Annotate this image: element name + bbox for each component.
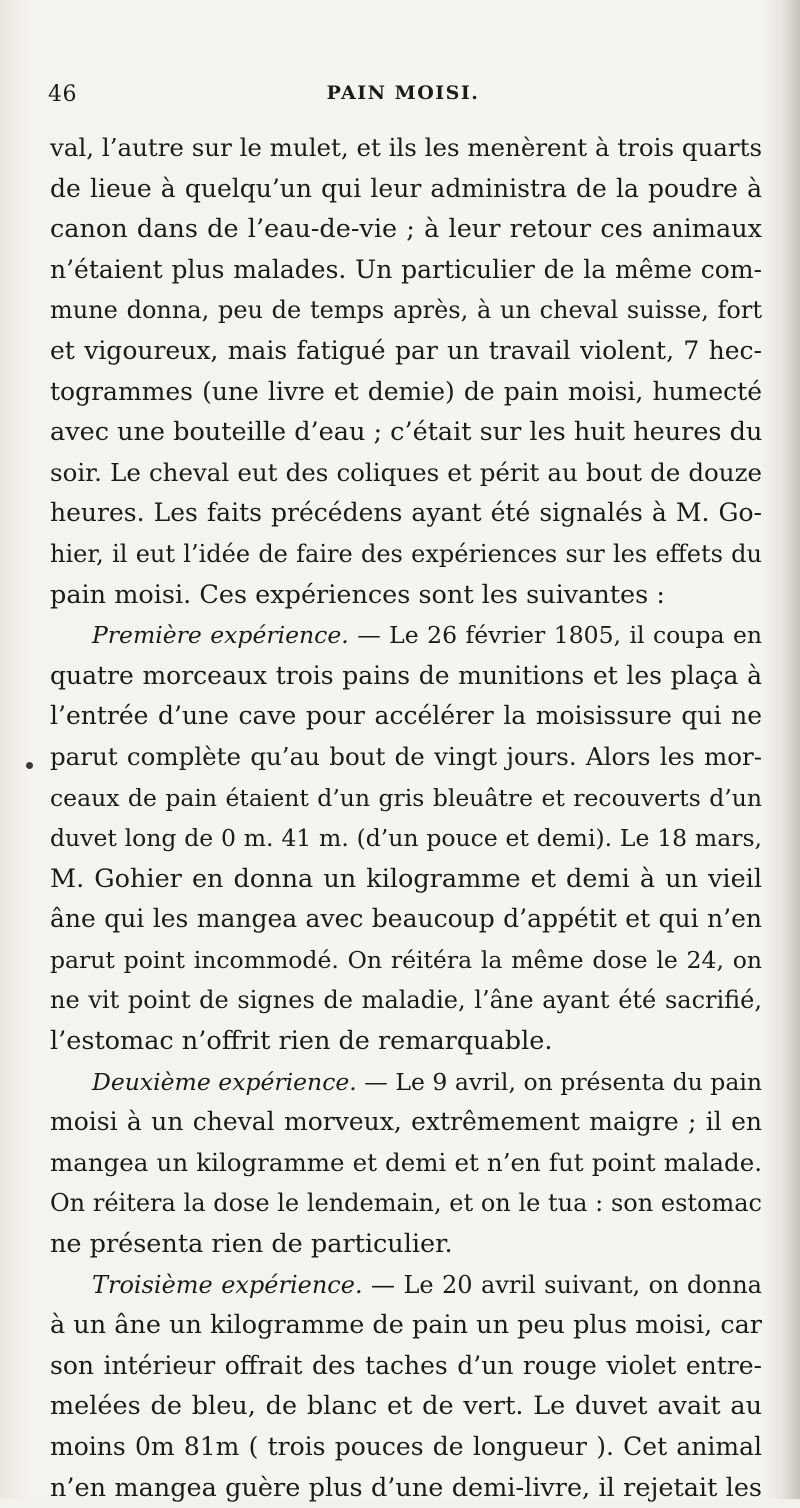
experiment-heading: Troisième expérience.: [92, 1270, 363, 1299]
body-text: [50, 128, 762, 1508]
text-line: M. Gohier en donna un kilogramme et demi à un vieil: [50, 863, 762, 894]
text-line: son intérieur offrait des taches d’un rouge violet entre-: [50, 1350, 762, 1380]
text-line: canon dans de l’eau-de-vie ; à leur retour ces animaux: [50, 214, 762, 245]
text-line: pain moisi. Ces expériences sont les suivantes :: [50, 579, 665, 610]
experiment-paragraph-start: [50, 1265, 762, 1306]
text-line: n’étaient plus malades. Un particulier de la même com-: [50, 254, 762, 284]
page-edge-shadow: [782, 0, 800, 1499]
text-line: n’en mangea guère plus d’une demi-livre, il rejetait les: [50, 1472, 762, 1503]
page-header: [48, 82, 758, 116]
text-run: — Le 20 avril suivant, on donna: [371, 1270, 762, 1299]
experiment-heading: Première expérience.: [92, 621, 349, 650]
text-run: — Le 9 avril, on présenta du pain: [364, 1067, 762, 1096]
text-line: à un âne un kilogramme de pain un peu plus moisi, car: [50, 1310, 762, 1341]
text-line: de lieue à quelqu’un qui leur administra de la poudre à: [50, 173, 762, 203]
text-line: parut complète qu’au bout de vingt jours. Alors les mor-: [50, 741, 762, 771]
text-line: l’entrée d’une cave pour accélérer la moisissure qui ne: [50, 701, 762, 731]
text-line: moisi à un cheval morveux, extrêmement maigre ; il en: [50, 1107, 762, 1137]
text-line: ne vit point de signes de maladie, l’âne ayant été sacrifié,: [50, 986, 762, 1015]
text-line: hier, il eut l’idée de faire des expériences sur les effets du: [50, 539, 762, 568]
text-line: soir. Le cheval eut des coliques et périt au bout de douze: [50, 457, 762, 487]
text-line: et vigoureux, mais fatigué par un travail violent, 7 hec-: [50, 335, 762, 365]
text-line: l’estomac n’offrit rien de remarquable.: [50, 1026, 553, 1057]
experiment-paragraph-start: [50, 1062, 762, 1103]
text-run: — Le 26 février 1805, il coupa en: [357, 621, 762, 650]
text-line: quatre morceaux trois pains de munitions et les plaça à: [50, 660, 762, 690]
margin-mark: [26, 762, 33, 769]
text-line: moins 0m 81m ( trois pouces de longueur ). Cet animal: [50, 1432, 762, 1461]
text-line: heures. Les faits précédens ayant été signalés à M. Go-: [50, 498, 762, 528]
text-line: togrammes (une livre et demie) de pain moisi, humecté: [50, 376, 762, 406]
text-line: ceaux de pain étaient d’un gris bleuâtre et recouverts d’un: [50, 783, 762, 812]
text-line: val, l’autre sur le mulet, et ils les menèrent à trois quarts: [50, 133, 763, 162]
text-line: On réitera la dose le lendemain, et on le tua : son estomac: [50, 1189, 762, 1218]
running-title: PAIN MOISI.: [326, 82, 480, 104]
text-line: avec une bouteille d’eau ; c’était sur les huit heures du: [50, 417, 763, 448]
text-line: âne qui les mangea avec beaucoup d’appétit et qui n’en: [50, 904, 762, 934]
text-line: mune donna, peu de temps après, à un cheval suisse, fort: [50, 296, 762, 325]
experiment-heading: Deuxième expérience.: [92, 1067, 357, 1096]
text-line: ne présenta rien de particulier.: [50, 1229, 453, 1260]
text-line: parut point incommodé. On réitéra la même dose le 24, on: [50, 945, 762, 974]
text-line: mangea un kilogramme et demi et n’en fut point malade.: [50, 1147, 762, 1177]
experiment-paragraph-start: [50, 615, 762, 656]
text-line: duvet long de 0 m. 41 m. (d’un pouce et demi). Le 18 mars,: [50, 824, 762, 853]
text-line: melées de bleu, de blanc et de vert. Le duvet avait au: [50, 1391, 762, 1422]
page-number: 46: [48, 82, 77, 107]
